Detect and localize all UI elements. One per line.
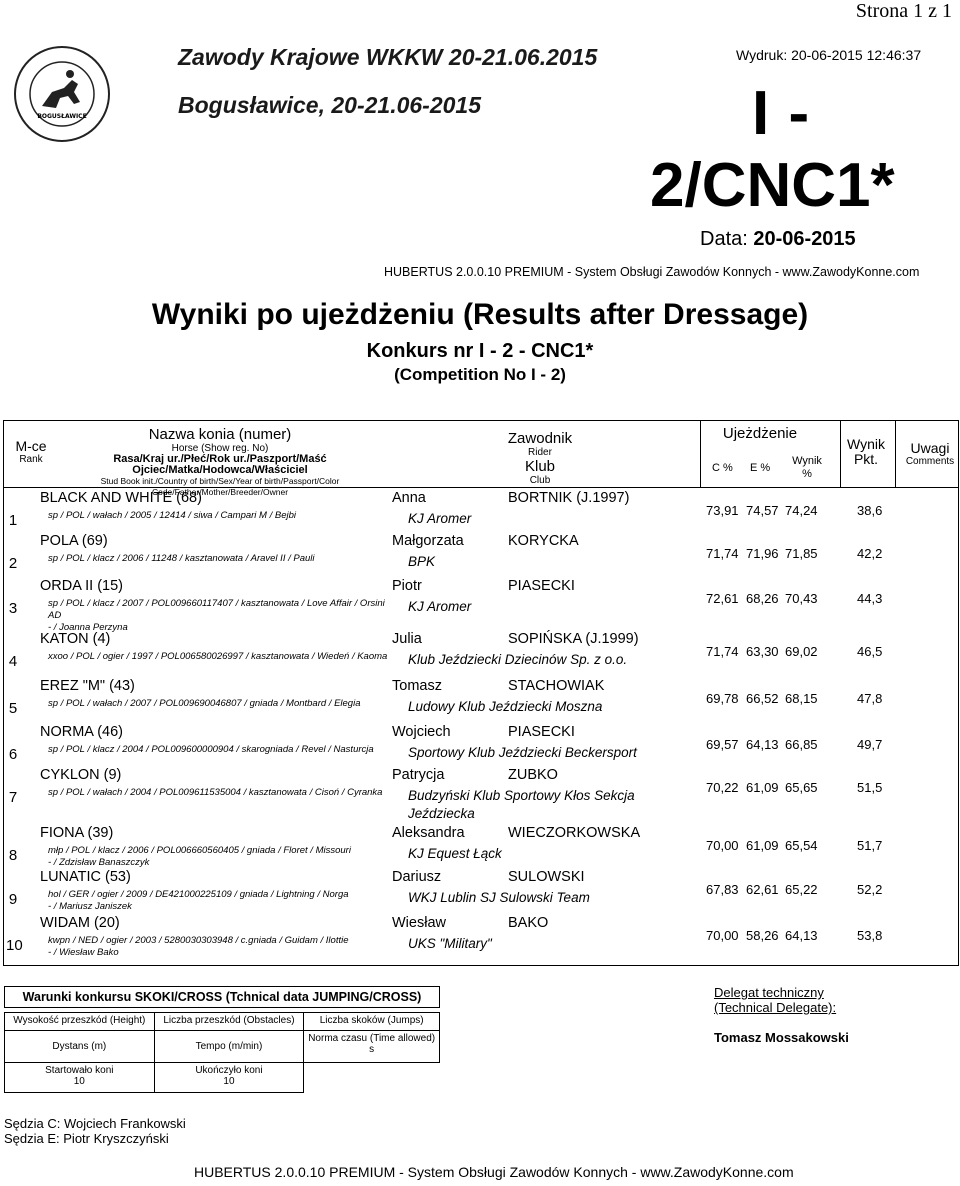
rank-cell: 2	[8, 555, 18, 572]
distance-label: Dystans (m)	[5, 1031, 155, 1063]
started-value: 10	[73, 1076, 85, 1087]
rider-club: Budzyński Klub Sportowy Kłos Sekcja Jeździecka	[408, 788, 635, 821]
horse-details: hol / GER / ogier / 2009 / DE421000225109 / gniada / Lightning / Norga	[48, 889, 349, 900]
score-dressage-pct: 68,15	[785, 691, 818, 706]
judge-c: Sędzia C: Wojciech Frankowski	[4, 1116, 186, 1131]
score-c-pct: 69,78	[706, 691, 739, 706]
rider-last-name: SULOWSKI	[508, 869, 585, 885]
horse-details: kwpn / NED / ogier / 2003 / 5280030303948 / c.gniada / Guidam / Ilottie	[48, 935, 349, 946]
horse-name: KATON (4)	[40, 631, 111, 647]
rider-club: KJ Aromer	[408, 511, 472, 526]
horse-name: POLA (69)	[40, 533, 108, 549]
col-remarks-label: Uwagi	[910, 440, 950, 456]
col-club-label-en: Club	[529, 475, 551, 486]
rank-cell: 6	[8, 746, 18, 763]
finished-label: Ukończyło koni	[195, 1065, 263, 1076]
col-horse-label: Nazwa konia (numer)	[148, 426, 292, 443]
rank-cell: 10	[6, 937, 23, 954]
score-dressage-pct: 66,85	[785, 737, 818, 752]
rider-first-name: Wojciech	[392, 724, 451, 740]
rider-club: Klub Jeździecki Dziecinów Sp. z o.o.	[408, 652, 628, 667]
page-label: Strona 1 z 1	[855, 0, 952, 22]
horse-details: sp / POL / klacz / 2006 / 11248 / kasztanowata / Aravel II / Pauli	[48, 553, 315, 564]
horse-details: xxoo / POL / ogier / 1997 / POL006580026997 / kasztanowata / Wiedeń / Kaoma	[48, 651, 388, 662]
col-club-label: Klub	[524, 458, 556, 475]
score-e-pct: 63,30	[746, 644, 779, 659]
horse-breeder-owner: - / Zdzisław Banaszczyk	[48, 857, 150, 868]
score-e-pct: 58,26	[746, 928, 779, 943]
col-horse-attrs: Rasa/Kraj ur./Płeć/Rok ur./Paszport/Maść	[113, 453, 327, 465]
delegate-name: Tomasz Mossakowski	[714, 1030, 849, 1045]
date-value: 20-06-2015	[753, 228, 856, 250]
col-wynik-label: Wynik	[792, 455, 822, 467]
score-dressage-pct: 65,65	[785, 780, 818, 795]
score-c-pct: 73,91	[706, 503, 739, 518]
score-total-pts: 49,7	[857, 737, 883, 752]
print-timestamp: Wydruk: 20-06-2015 12:46:37	[736, 47, 922, 63]
score-dressage-pct: 69,02	[785, 644, 818, 659]
score-total-pts: 53,8	[857, 928, 883, 943]
rider-first-name: Tomasz	[392, 678, 442, 694]
rank-cell: 9	[8, 891, 18, 908]
competition-title-en: (Competition No I - 2)	[394, 365, 566, 384]
rider-first-name: Piotr	[392, 578, 422, 594]
rank-cell: 3	[8, 600, 18, 617]
horse-details: sp / POL / klacz / 2004 / POL009600000904 / skarogniada / Revel / Nasturcja	[48, 744, 374, 755]
conditions-table	[4, 1012, 440, 1093]
delegate-label-en: (Technical Delegate):	[714, 1000, 837, 1015]
col-e-pct: E %	[750, 462, 771, 474]
rider-first-name: Wiesław	[392, 915, 446, 931]
competition-date	[700, 228, 856, 251]
score-dressage-pct: 70,43	[785, 591, 818, 606]
rider-club: UKS "Military"	[408, 936, 492, 951]
delegate-label: Delegat techniczny	[714, 985, 824, 1000]
logo-emblem	[12, 44, 112, 144]
rider-last-name: PIASECKI	[508, 578, 575, 594]
technical-delegate	[714, 985, 836, 1015]
software-line: HUBERTUS 2.0.0.10 PREMIUM - System Obsługi Zawodów Konnych - www.ZawodyKonne.com	[384, 265, 920, 279]
col-total	[842, 437, 890, 467]
col-remarks	[900, 442, 960, 468]
score-e-pct: 71,96	[746, 546, 779, 561]
class-code-line1: I -	[752, 79, 811, 148]
score-total-pts: 46,5	[857, 644, 883, 659]
obstacles-label: Liczba przeszkód (Obstacles)	[154, 1013, 304, 1031]
score-dressage-pct: 65,54	[785, 838, 818, 853]
score-e-pct: 68,26	[746, 591, 779, 606]
rank-cell: 4	[8, 653, 18, 670]
svg-text:BOGUSŁAWICE: BOGUSŁAWICE	[37, 113, 87, 120]
rider-club: WKJ Lublin SJ Sulowski Team	[408, 890, 590, 905]
score-c-pct: 70,00	[706, 838, 739, 853]
col-horse-attrs-en: Stud Book init./Country of birth/Sex/Year of birth/Passport/Color	[100, 476, 340, 486]
technical-conditions	[4, 986, 440, 1096]
rider-first-name: Julia	[392, 631, 422, 647]
started-cell	[5, 1063, 155, 1093]
col-horse-family-en: Code/Father/Mother/Breeder/Owner	[151, 487, 289, 497]
horse-breeder-owner: - / Joanna Perzyna	[48, 622, 128, 633]
rider-first-name: Małgorzata	[392, 533, 464, 549]
col-horse-label-en: Horse (Show reg. No)	[171, 443, 269, 454]
score-c-pct: 71,74	[706, 644, 739, 659]
rider-club: KJ Equest Łąck	[408, 846, 502, 861]
score-c-pct: 70,22	[706, 780, 739, 795]
rank-cell: 5	[8, 700, 18, 717]
col-pct-label: %	[802, 468, 812, 480]
score-dressage-pct: 65,22	[785, 882, 818, 897]
score-e-pct: 64,13	[746, 737, 779, 752]
started-label: Startowało koni	[45, 1065, 114, 1076]
horse-details: sp / POL / wałach / 2004 / POL009611535004 / kasztanowata / Cisoń / Cyranka	[48, 787, 383, 798]
score-e-pct: 74,57	[746, 503, 779, 518]
event-title: Zawody Krajowe WKKW 20-21.06.2015	[178, 44, 598, 70]
horse-name: FIONA (39)	[40, 825, 114, 841]
col-rider	[470, 432, 610, 488]
rider-last-name: ZUBKO	[508, 767, 558, 783]
page-title: Wyniki po ujeżdżeniu (Results after Dressage)	[151, 298, 809, 331]
finished-value: 10	[223, 1076, 235, 1087]
rider-last-name: BORTNIK (J.1997)	[508, 490, 630, 506]
horse-details: młp / POL / klacz / 2006 / POL006660560405 / gniada / Floret / Missouri	[48, 845, 351, 856]
rider-last-name: SOPIŃSKA (J.1999)	[508, 631, 639, 647]
date-label: Data:	[700, 228, 748, 250]
score-total-pts: 38,6	[857, 503, 883, 518]
class-code-line2: 2/CNC1*	[650, 151, 895, 220]
score-c-pct: 67,83	[706, 882, 739, 897]
score-e-pct: 61,09	[746, 780, 779, 795]
horse-details: sp / POL / klacz / 2007 / POL009660117407 / kasztanowata / Love Affair / Orsini AD	[48, 598, 385, 621]
score-c-pct: 70,00	[706, 928, 739, 943]
jumps-label: Liczba skoków (Jumps)	[304, 1013, 440, 1031]
col-horse	[60, 426, 380, 498]
horse-name: EREZ "M" (43)	[40, 678, 135, 694]
rider-first-name: Aleksandra	[392, 825, 465, 841]
rider-club: KJ Aromer	[408, 599, 472, 614]
score-dressage-pct: 74,24	[785, 503, 818, 518]
score-total-pts: 51,7	[857, 838, 883, 853]
rider-club: Sportowy Klub Jeździecki Beckersport	[408, 745, 637, 760]
col-remarks-label-en: Comments	[905, 456, 955, 467]
rider-first-name: Dariusz	[392, 869, 442, 885]
col-dressage-result	[790, 455, 824, 481]
horse-name: WIDAM (20)	[40, 915, 120, 931]
rank-cell: 1	[8, 512, 18, 529]
score-total-pts: 44,3	[857, 591, 883, 606]
score-total-pts: 51,5	[857, 780, 883, 795]
rank-cell: 7	[8, 789, 18, 806]
col-horse-family: Ojciec/Matka/Hodowca/Właściciel	[132, 464, 308, 476]
col-rider-label-en: Rider	[528, 447, 552, 458]
judge-e: Sędzia E: Piotr Kryszczyński	[4, 1131, 169, 1146]
col-rank-label-en: Rank	[19, 454, 43, 465]
rider-last-name: STACHOWIAK	[508, 678, 605, 694]
competition-title: Konkurs nr I - 2 - CNC1*	[366, 340, 594, 362]
score-dressage-pct: 71,85	[785, 546, 818, 561]
horse-name: NORMA (46)	[40, 724, 123, 740]
horse-breeder-owner: - / Wiesław Bako	[48, 947, 119, 958]
rider-first-name: Patrycja	[392, 767, 445, 783]
horse-details: sp / POL / wałach / 2007 / POL009690046807 / gniada / Montbard / Elegia	[48, 698, 361, 709]
col-total-pts-label: Pkt.	[853, 451, 879, 467]
score-c-pct: 72,61	[706, 591, 739, 606]
rank-cell: 8	[8, 847, 18, 864]
horse-name: ORDA II (15)	[40, 578, 123, 594]
horse-name: LUNATIC (53)	[40, 869, 131, 885]
col-total-label: Wynik	[847, 436, 885, 452]
score-e-pct: 62,61	[746, 882, 779, 897]
rider-first-name: Anna	[392, 490, 426, 506]
score-e-pct: 61,09	[746, 838, 779, 853]
horse-details: sp / POL / wałach / 2005 / 12414 / siwa / Campari M / Bejbi	[48, 510, 297, 521]
score-total-pts: 47,8	[857, 691, 883, 706]
score-c-pct: 71,74	[706, 546, 739, 561]
col-rank-label: M-ce	[15, 438, 47, 454]
col-rank	[6, 440, 56, 466]
rider-club: BPK	[408, 554, 436, 569]
score-total-pts: 42,2	[857, 546, 883, 561]
judges	[4, 1116, 186, 1146]
col-c-pct: C %	[712, 462, 733, 474]
rider-last-name: KORYCKA	[508, 533, 579, 549]
rider-last-name: PIASECKI	[508, 724, 575, 740]
score-c-pct: 69,57	[706, 737, 739, 752]
horse-breeder-owner: - / Mariusz Janiszek	[48, 901, 132, 912]
horse-name: BLACK AND WHITE (68)	[40, 490, 202, 506]
score-dressage-pct: 64,13	[785, 928, 818, 943]
conditions-title: Warunki konkursu SKOKI/CROSS (Tchnical data JUMPING/CROSS)	[4, 986, 440, 1008]
height-label: Wysokość przeszkód (Height)	[5, 1013, 155, 1031]
col-rider-label: Zawodnik	[507, 430, 573, 447]
tempo-label: Tempo (m/min)	[154, 1031, 304, 1063]
col-dressage: Ujeżdżenie	[722, 425, 798, 442]
score-total-pts: 52,2	[857, 882, 883, 897]
score-e-pct: 66,52	[746, 691, 779, 706]
time-label: Norma czasu (Time allowed) s	[304, 1031, 440, 1063]
finished-cell	[154, 1063, 304, 1093]
rider-last-name: BAKO	[508, 915, 549, 931]
footer-software: HUBERTUS 2.0.0.10 PREMIUM - System Obsługi Zawodów Konnych - www.ZawodyKonne.com	[194, 1164, 794, 1180]
rider-last-name: WIECZORKOWSKA	[508, 825, 641, 841]
horse-name: CYKLON (9)	[40, 767, 122, 783]
rider-club: Ludowy Klub Jeździecki Moszna	[408, 699, 603, 714]
event-place: Bogusławice, 20-21.06-2015	[178, 92, 481, 118]
